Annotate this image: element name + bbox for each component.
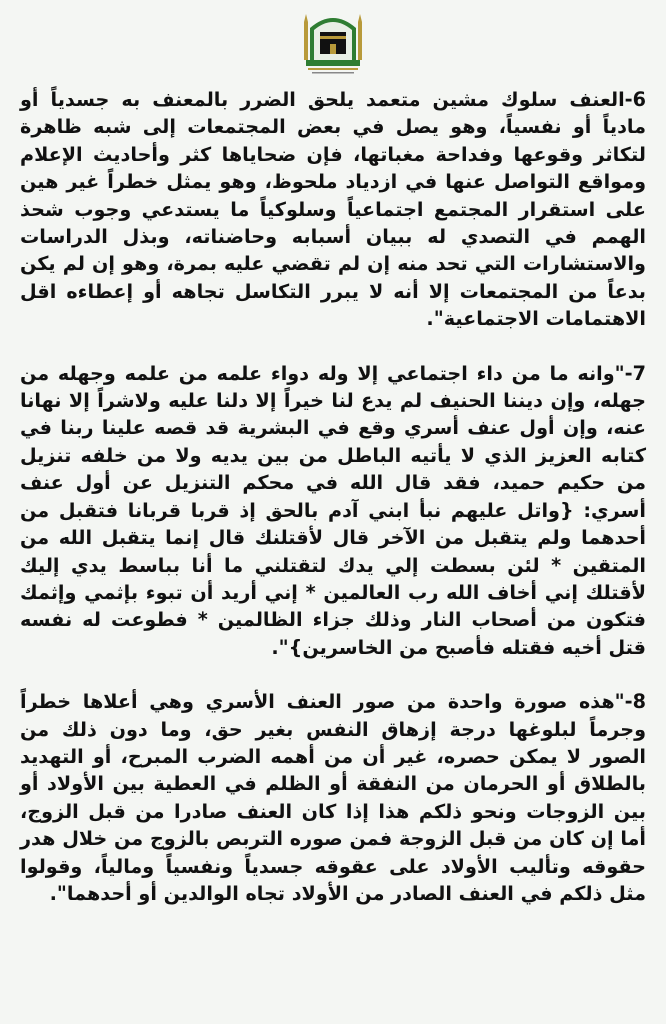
document-body <box>20 86 646 907</box>
paragraph-6: 6-العنف سلوك مشين متعمد يلحق الضرر بالمعنف به جسدياً أو مادياً أو نفسياً، وهو يصل في بعض المجتمعات إلى شبه ظاهرة لتكاثر وقوعها وفداحة مغباتها، فإن ضحاياها كثر وأحاديث الإعلام ومواقع التواصل عنها في ازدياد ملحوظ، وهو يمثل خطراً غير هين على استقرار المجتمع اجتماعياً وسلوكياً ما يستدعي وجوب شحذ الهمم في التصدي له ببيان أسبابه وحاضناته، وبذل الدراسات والاستشارات التي تحد منه إن لم تقضي عليه بمرة، وهو إن لم يكن بدعاً من المجتمعات إلا أنه لا يبرر التكاسل تجاهه أو إعطاءه اقل الاهتمامات الاجتماعية". <box>20 88 646 331</box>
kaaba-mosque-logo-icon <box>298 6 368 78</box>
paragraph-7: 7-"وانه ما من داء اجتماعي إلا وله دواء علمه من علمه وجهله من جهله، وإن ديننا الحنيف لم يدع لنا خيراً إلا دلنا عليه ولاشراً إلا نهانا عنه، وإن أول عنف أسري وقع في البشرية قد قصه علينا ربنا في كتابه العزيز الذي لا يأتيه الباطل من بين يديه ولا من خلفه تنزيل من حكيم حميد، فقد قال الله في محكم التنزيل عن أول عنف أسري: {واتل عليهم نبأ ابني آدم بالحق إذ قربا قربانا فتقبل من أحدهما ولم يتقبل من الآخر قال لأقتلنك قال إنما يتقبل الله من المتقين * لئن بسطت إلي يدك لتقتلني ما أنا بباسط يدي إليك لأقتلك إني أخاف الله رب العالمين * إني أريد أن تبوء بإثمي وإثمك فتكون من أصحاب النار وذلك جزاء الظالمين * فطوعت له نفسه قتل أخيه فقتله فأصبح من الخاسرين}". <box>20 361 646 659</box>
paragraph-8: 8-"هذه صورة واحدة من صور العنف الأسري وهي أعلاها خطراً وجرماً لبلوغها درجة إزهاق النفس بغير حق، وما دون ذلك من الصور لا يمكن حصره، غير أن من أهمه الضرب المبرح، أو التهديد بالطلاق أو الحرمان من النفقة أو الظلم في العطية بين الأولاد أو بين الزوجات ونحو ذلكم هذا إذا كان العنف صادرا من قبل الزوج، أما إن كان من قبل الزوجة فمن صوره التربص بالزوج من خلال هدر حقوقه وتأليب الأولاد على عقوقه جسدياً ونفسياً ومالياً، وقولوا مثل ذلكم في العنف الصادر من الأولاد تجاه الوالدين أو أحدهما". <box>20 690 646 905</box>
